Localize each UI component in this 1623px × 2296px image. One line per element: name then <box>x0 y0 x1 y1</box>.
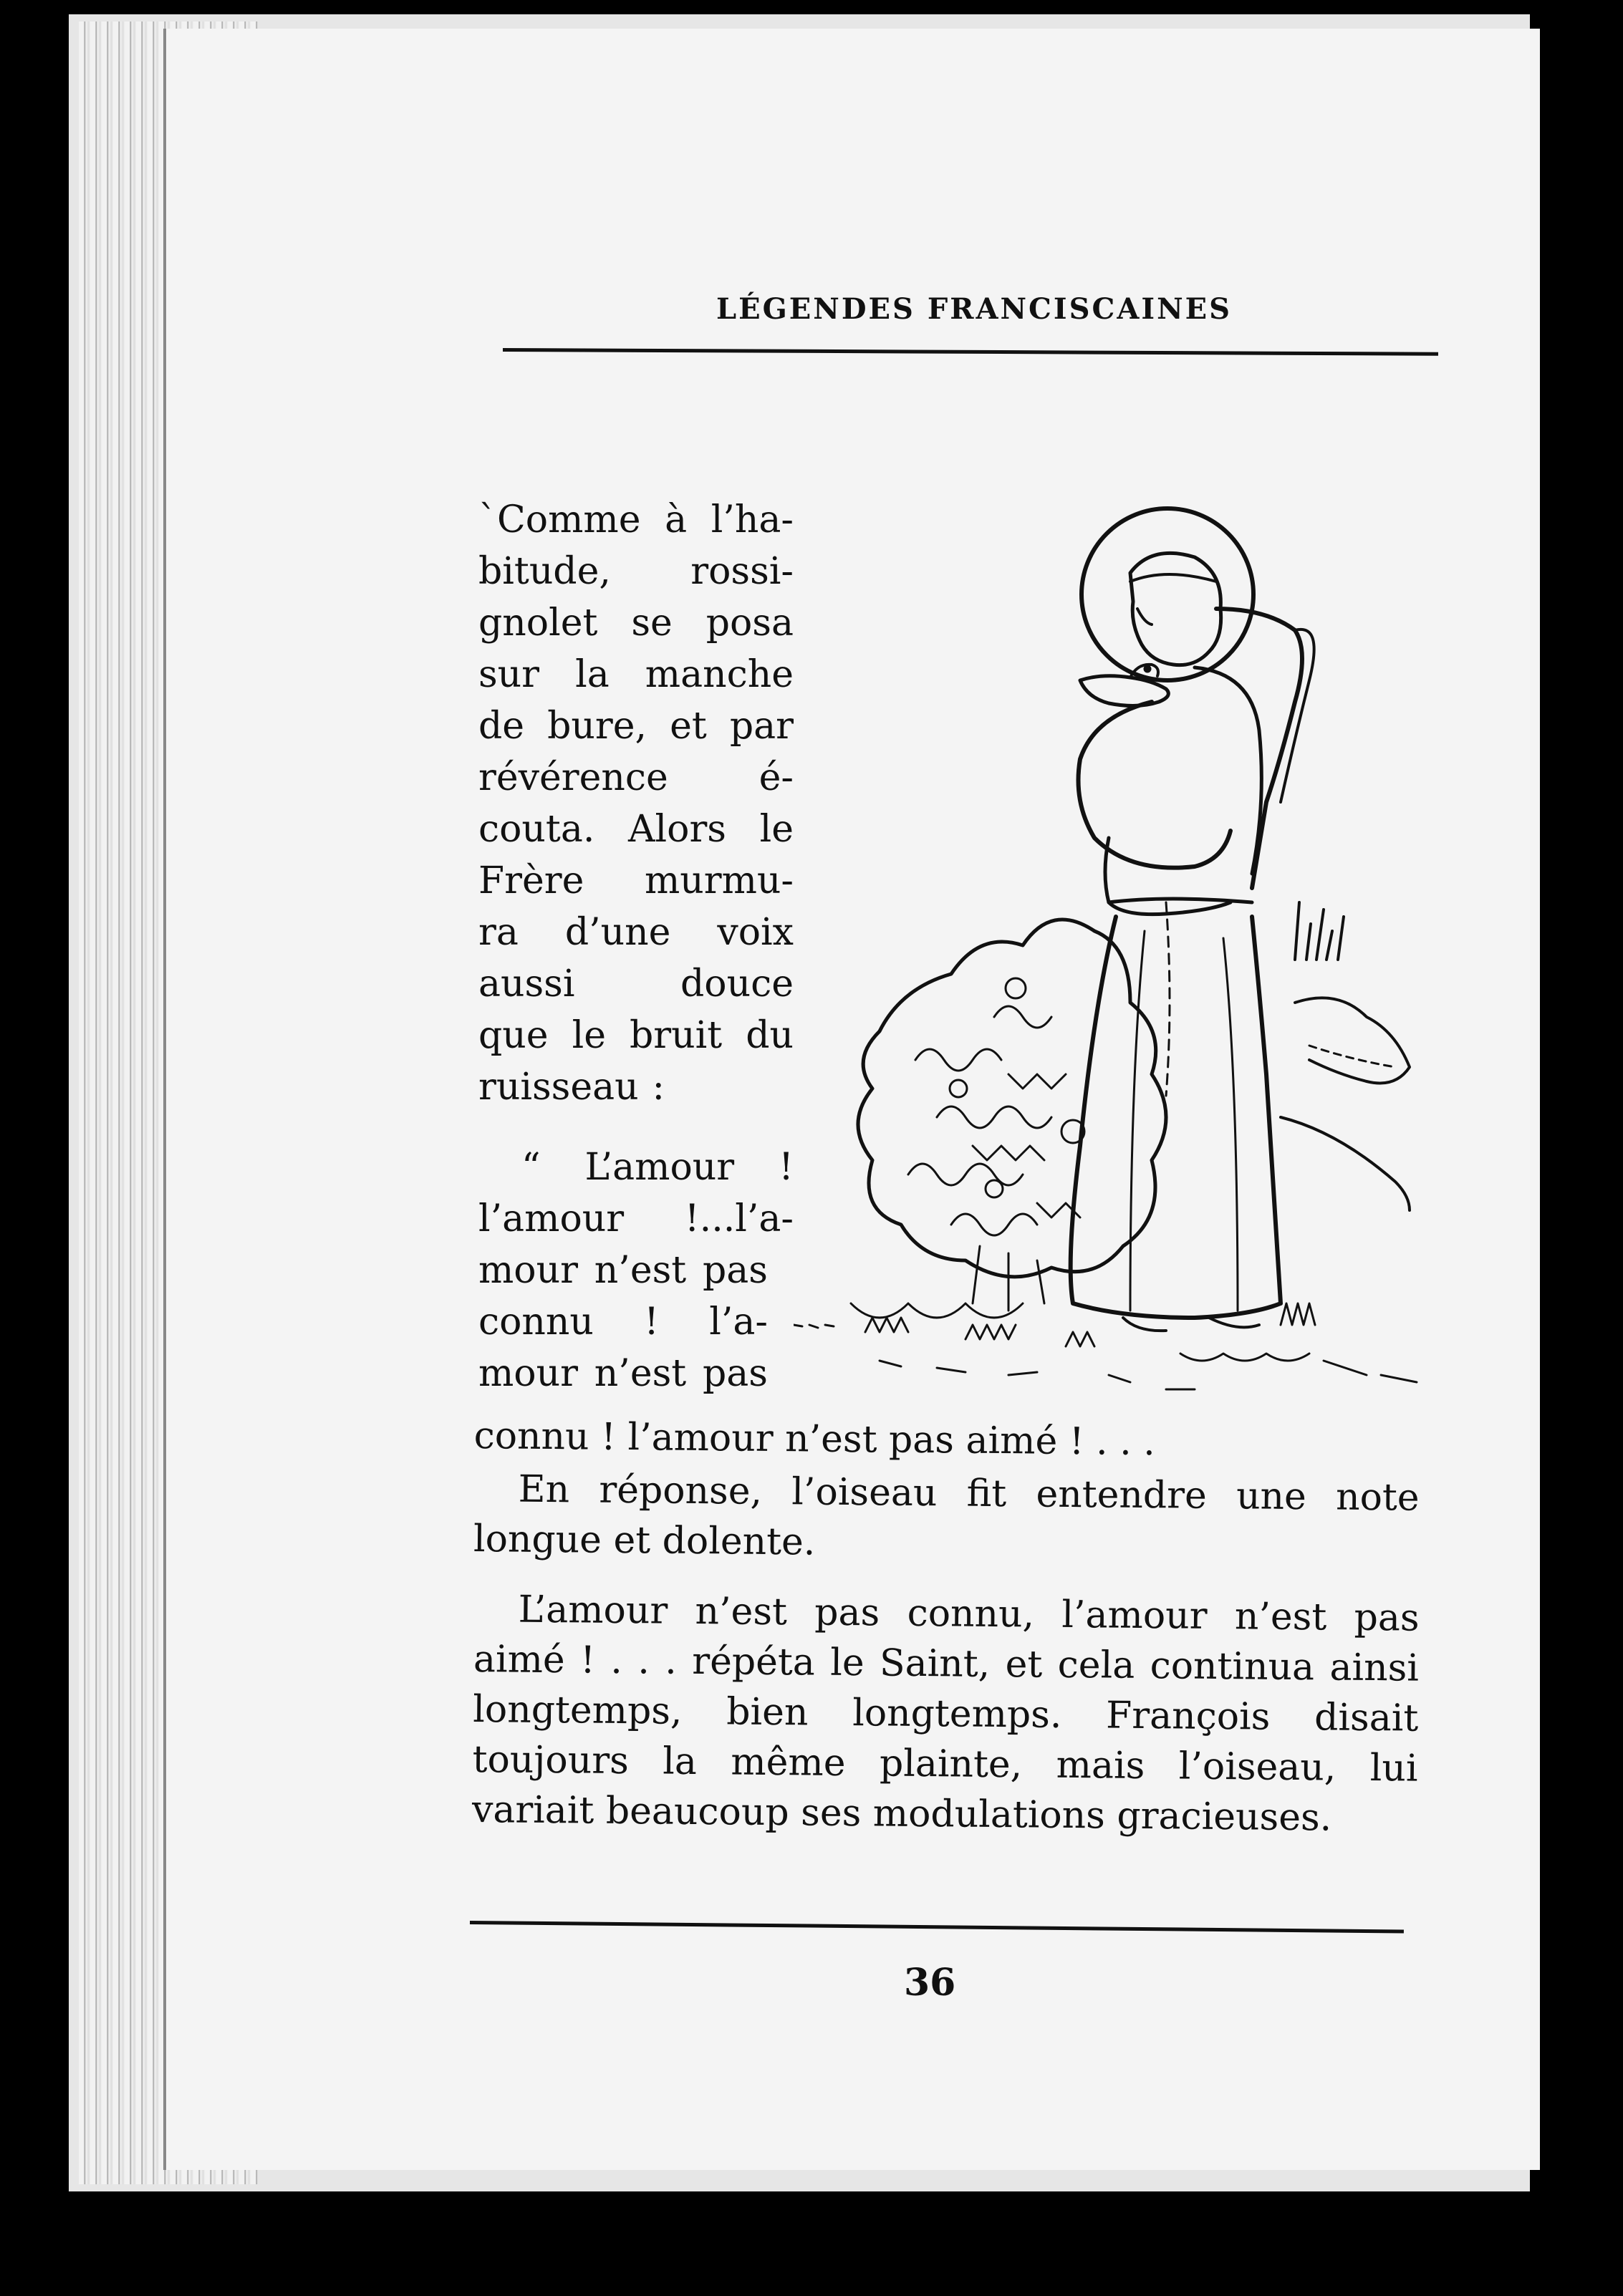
column-line: aussi douce <box>478 963 794 1005</box>
column-line: ruisseau : <box>478 1066 665 1109</box>
paragraph-text: L’amour n’est pas connu, l’amour n’est pas aimé ! . . . répéta le Saint, et cela continua ainsi longtemps, bien longtemps. François disait toujours la même plainte, mais l’oiseau, lui variait beaucoup ses modulations gracieuses. <box>471 1588 1420 1840</box>
column-line: sur la manche <box>478 653 794 696</box>
paragraph-text: En réponse, l’oiseau fit entendre une note longue et dolente. <box>473 1467 1420 1564</box>
column-line: que le bruit du <box>478 1014 794 1057</box>
text-line: connu ! l’amour n’est pas aimé ! . . . <box>473 1414 1156 1465</box>
column-line: bitude, rossi- <box>478 550 794 593</box>
column-line: de bure, et par <box>478 705 794 748</box>
column-line: mour n’est pas <box>478 1352 768 1395</box>
column-line: connu ! l’a- <box>478 1301 768 1344</box>
paragraph-3 <box>472 1584 1420 1844</box>
column-line: “ L’amour ! <box>521 1146 794 1189</box>
column-line: gnolet se posa <box>478 602 794 645</box>
paragraph-2 <box>473 1464 1420 1573</box>
saint-francis-with-bird-drawing <box>794 501 1424 1404</box>
column-line: mour n’est pas <box>478 1249 768 1292</box>
column-line: couta. Alors le <box>478 808 794 851</box>
column-line: `Comme à l’ha- <box>478 498 794 541</box>
column-line: ra d’une voix <box>478 911 794 954</box>
column-line: l’amour !...l’a- <box>478 1197 794 1240</box>
column-line: Frère murmu- <box>478 859 794 902</box>
page-number: 36 <box>904 1961 956 2005</box>
paragraph-1-continuation <box>473 1411 1420 1470</box>
column-line: révérence é- <box>478 756 794 799</box>
running-head: LÉGENDES FRANCISCAINES <box>716 292 1233 326</box>
